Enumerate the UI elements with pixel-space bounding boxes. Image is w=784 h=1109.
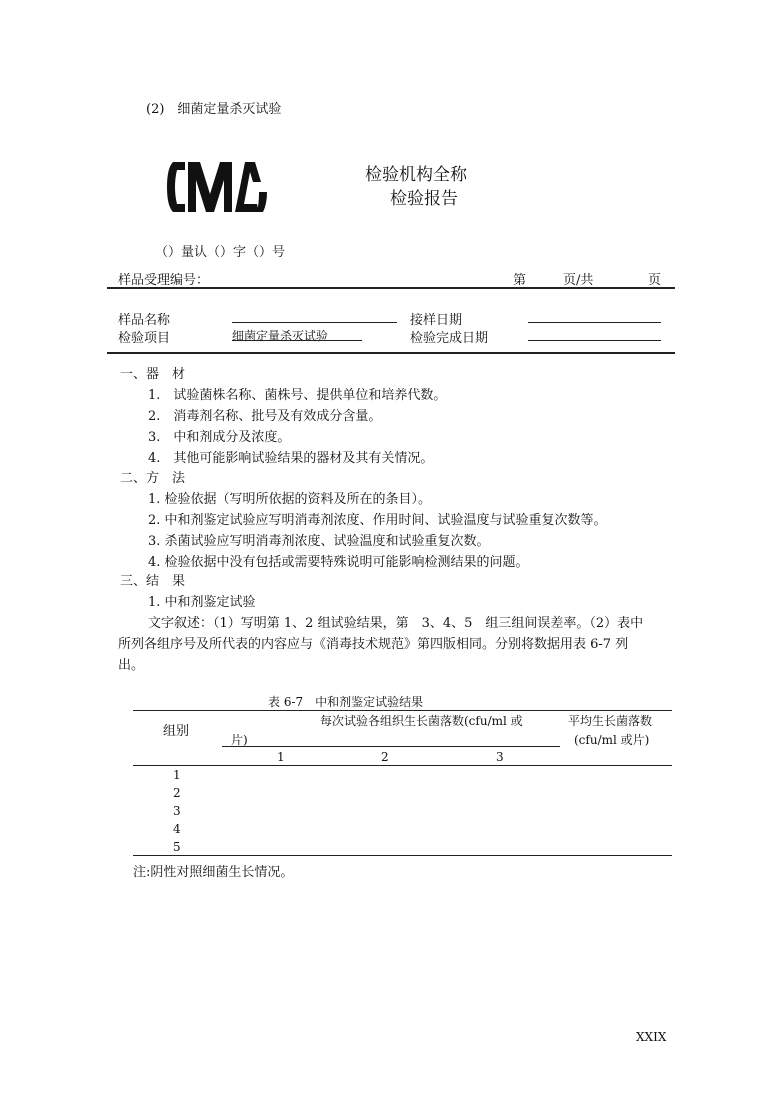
- table-rule-top: [133, 710, 672, 711]
- table-row-label: 3: [173, 804, 181, 818]
- sub-col-header: 1: [277, 750, 285, 764]
- table-rule-header-bottom: [133, 765, 672, 766]
- col-group-header: 组别: [163, 724, 190, 739]
- method-item: 4. 检验依据中没有包括或需要特殊说明可能影响检测结果的问题。: [148, 555, 529, 570]
- section-result-heading: 三、结 果: [120, 574, 186, 589]
- equipment-item: 4. 其他可能影响试验结果的器材及其有关情况。: [148, 451, 434, 466]
- receipt-label: 样品受理编号：: [118, 273, 210, 288]
- method-item: 3. 杀菌试验应写明消毒剂浓度、试验温度和试验重复次数。: [148, 534, 490, 549]
- page-mid: 页/共: [563, 273, 594, 288]
- method-item: 2. 中和剂鉴定试验应写明消毒剂浓度、作用时间、试验温度与试验重复次数等。: [148, 513, 607, 528]
- method-item: 1. 检验依据（写明所依据的资料及所在的条目）。: [148, 492, 432, 507]
- page-suffix: 页: [648, 273, 662, 288]
- header-rule-top: [107, 287, 675, 289]
- table-row-label: 4: [173, 822, 181, 836]
- section-heading: (2) 细菌定量杀灭试验: [146, 102, 282, 117]
- paragraph-line: 文字叙述：（1）写明第 1、2 组试验结果，第 3、4、5 组三组间误差率。（2）表中: [148, 616, 644, 631]
- sample-name-blank: [232, 322, 397, 323]
- page-prefix: 第: [513, 273, 527, 288]
- complete-date-label: 检验完成日期: [410, 331, 489, 346]
- receive-date-blank: [528, 322, 661, 323]
- paragraph-line: 出。: [118, 658, 145, 673]
- equipment-item: 1. 试验菌株名称、菌株号、提供单位和培养代数。: [148, 388, 447, 403]
- sample-name-label: 样品名称: [118, 313, 171, 328]
- sub-col-header: 2: [381, 750, 389, 764]
- table-rule-bottom: [133, 855, 672, 856]
- section-equipment-heading: 一、器 材: [120, 367, 186, 382]
- page-number: XXIX: [636, 1030, 667, 1044]
- receive-date-label: 接样日期: [410, 313, 463, 328]
- complete-date-blank: [528, 340, 661, 341]
- header-rule-bottom: [107, 352, 675, 354]
- report-title: 检验报告: [390, 189, 458, 209]
- table-row-label: 1: [173, 768, 181, 782]
- cert-line: （）量认（）字（）号: [155, 245, 286, 260]
- table-rule-sub: [222, 746, 560, 747]
- col-avg-header-unit: (cfu/ml 或片): [574, 733, 650, 747]
- table-row-label: 2: [173, 786, 181, 800]
- equipment-item: 2. 消毒剂名称、批号及有效成分含量。: [148, 409, 382, 424]
- table-note: 注:阴性对照细菌生长情况。: [133, 865, 294, 880]
- col-avg-header: 平均生长菌落数: [568, 714, 653, 728]
- col-counts-header-cont: 片): [231, 733, 248, 747]
- cma-logo-icon: [163, 158, 271, 216]
- org-name: 检验机构全称: [365, 165, 467, 185]
- section-method-heading: 二、方 法: [120, 471, 186, 486]
- test-item-value: 细菌定量杀灭试验: [232, 329, 329, 343]
- equipment-item: 3. 中和剂成分及浓度。: [148, 430, 291, 445]
- result-item: 1. 中和剂鉴定试验: [148, 595, 256, 610]
- paragraph-line: 所列各组序号及所代表的内容应与《消毒技术规范》第四版相同。分别将数据用表 6-7 列: [118, 637, 629, 652]
- sub-col-header: 3: [496, 750, 504, 764]
- col-counts-header: 每次试验各组织生长菌落数(cfu/ml 或: [320, 714, 523, 728]
- cma-logo: [163, 158, 271, 216]
- test-item-label: 检验项目: [118, 331, 171, 346]
- table-row-label: 5: [173, 840, 181, 854]
- table-caption: 表 6-7 中和剂鉴定试验结果: [268, 695, 424, 709]
- test-item-underline: [232, 340, 362, 341]
